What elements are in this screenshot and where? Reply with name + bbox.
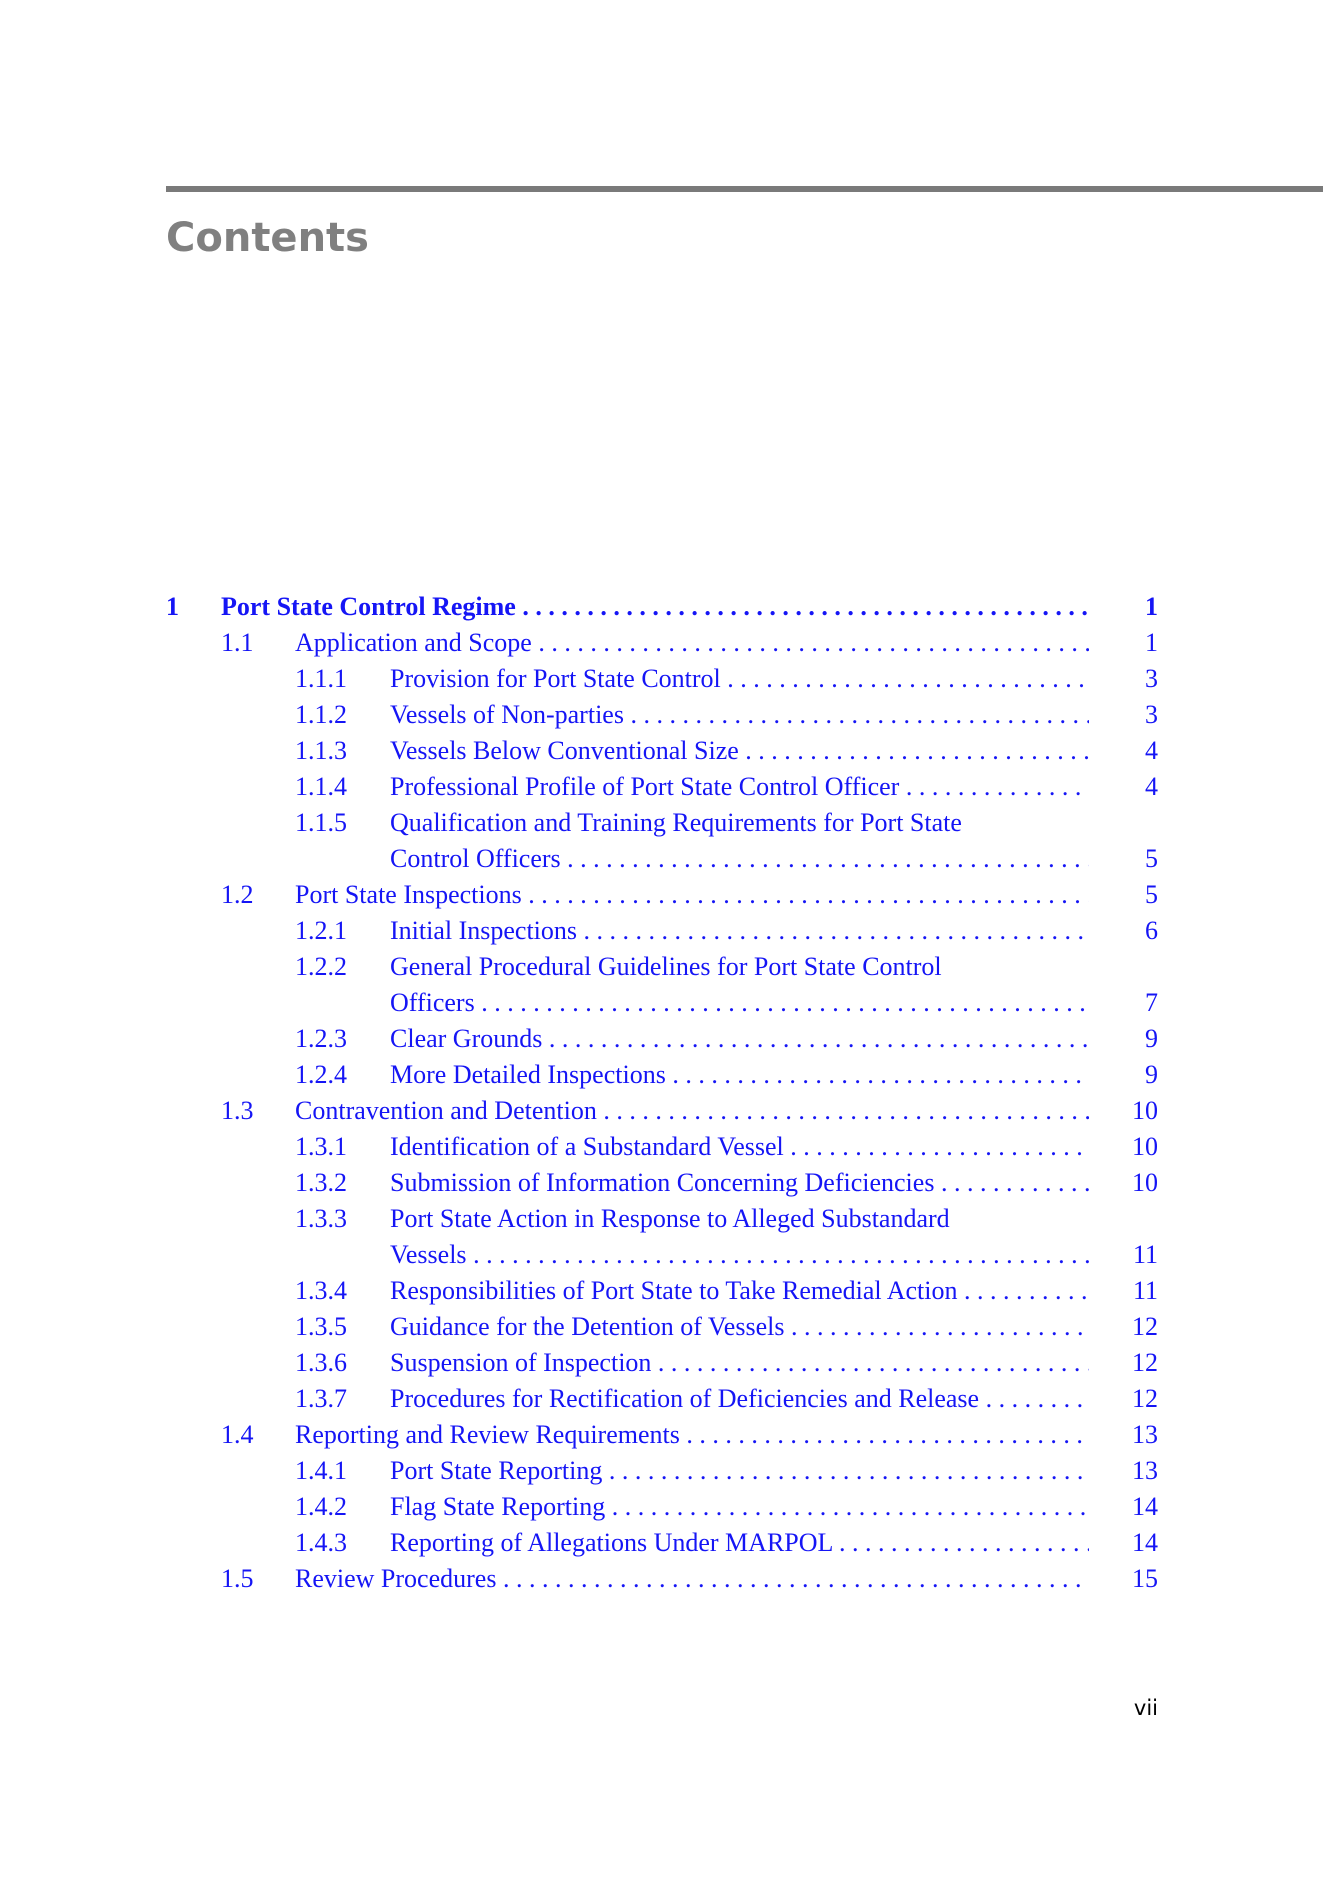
toc-entry-page-number: 12	[1132, 1348, 1158, 1377]
toc-entry-number: 1.2.2	[295, 952, 347, 981]
toc-entry-title: Officers . . .	[390, 985, 1089, 1021]
toc-entry-title: Vessels . . .	[390, 1237, 1089, 1273]
toc-entry-page-number: 10	[1132, 1096, 1158, 1125]
toc-entry-page-number: 9	[1145, 1024, 1158, 1053]
toc-entry[interactable]	[0, 877, 1323, 913]
toc-entry[interactable]	[0, 625, 1323, 661]
toc-entry-page-number: 12	[1132, 1384, 1158, 1413]
toc-entry[interactable]	[0, 1381, 1323, 1417]
toc-entry-number: 1.3.1	[295, 1132, 347, 1161]
toc-entry-title: Clear Grounds . . .	[390, 1021, 1089, 1057]
toc-entry-title: Guidance for the Detention of Vessels . . .	[390, 1309, 1089, 1345]
toc-entry[interactable]	[0, 733, 1323, 769]
toc-entry-page-number: 11	[1132, 1240, 1158, 1269]
toc-entry-page-number: 7	[1145, 988, 1158, 1017]
toc-entry-page-number: 5	[1145, 880, 1158, 909]
toc-entry-number: 1.2.3	[295, 1024, 347, 1053]
toc-entry-page-number: 10	[1132, 1132, 1158, 1161]
toc-entry-number: 1.3.7	[295, 1384, 347, 1413]
toc-entry-page-number: 12	[1132, 1312, 1158, 1341]
toc-entry-number: 1.1.3	[295, 736, 347, 765]
toc-entry[interactable]	[0, 661, 1323, 697]
toc-entry-page-number: 6	[1145, 916, 1158, 945]
toc-entry[interactable]	[0, 949, 1323, 1021]
toc-entry-title-line1: General Procedural Guidelines for Port State Control	[390, 952, 942, 981]
toc-entry[interactable]	[0, 1273, 1323, 1309]
toc-entry-number: 1.4.2	[295, 1492, 347, 1521]
table-of-contents	[0, 589, 1323, 1597]
toc-entry-page-number: 15	[1132, 1564, 1158, 1593]
toc-entry-number: 1.4	[221, 1420, 254, 1449]
toc-entry-title: Initial Inspections . . .	[390, 913, 1089, 949]
toc-entry[interactable]	[0, 1345, 1323, 1381]
toc-entry-page-number: 3	[1145, 700, 1158, 729]
toc-entry-number: 1.3.5	[295, 1312, 347, 1341]
toc-entry-page-number: 3	[1145, 664, 1158, 693]
toc-entry-page-number: 10	[1132, 1168, 1158, 1197]
toc-entry-page-number: 5	[1145, 844, 1158, 873]
toc-entry[interactable]	[0, 805, 1323, 877]
toc-entry-number: 1.4.1	[295, 1456, 347, 1485]
toc-entry-title: Procedures for Rectification of Deficiencies and Release . . .	[390, 1381, 1089, 1417]
toc-entry-number: 1.1	[221, 628, 254, 657]
toc-entry-title: Port State Inspections . . .	[295, 877, 1089, 913]
toc-entry-title: Application and Scope . . .	[295, 625, 1089, 661]
toc-entry[interactable]	[0, 1201, 1323, 1273]
toc-entry-page-number: 11	[1132, 1276, 1158, 1305]
toc-entry-title: Contravention and Detention . . .	[295, 1093, 1089, 1129]
top-rule	[166, 186, 1323, 192]
toc-entry-page-number: 14	[1132, 1492, 1158, 1521]
toc-entry-number: 1.4.3	[295, 1528, 347, 1557]
toc-entry-number: 1.1.1	[295, 664, 347, 693]
toc-entry-page-number: 13	[1132, 1456, 1158, 1485]
toc-entry-number: 1.3.3	[295, 1204, 347, 1233]
toc-entry-title: Professional Profile of Port State Control Officer . . .	[390, 769, 1089, 805]
toc-entry-title: Reporting and Review Requirements . . .	[295, 1417, 1089, 1453]
toc-entry-number: 1.1.2	[295, 700, 347, 729]
toc-entry[interactable]	[0, 1561, 1323, 1597]
toc-entry[interactable]	[0, 1057, 1323, 1093]
toc-entry-page-number: 4	[1145, 772, 1158, 801]
toc-entry[interactable]	[0, 769, 1323, 805]
toc-entry-title: Identification of a Substandard Vessel . . .	[390, 1129, 1089, 1165]
toc-entry-number: 1.1.4	[295, 772, 347, 801]
toc-entry[interactable]	[0, 589, 1323, 625]
toc-entry-number: 1.2.4	[295, 1060, 347, 1089]
toc-entry-page-number: 1	[1145, 592, 1158, 621]
toc-entry-title-line1: Port State Action in Response to Alleged Substandard	[390, 1204, 950, 1233]
toc-entry-page-number: 4	[1145, 736, 1158, 765]
toc-entry-page-number: 1	[1145, 628, 1158, 657]
toc-entry-page-number: 13	[1132, 1420, 1158, 1449]
toc-entry[interactable]	[0, 1165, 1323, 1201]
toc-entry[interactable]	[0, 1453, 1323, 1489]
toc-entry[interactable]	[0, 1417, 1323, 1453]
toc-entry[interactable]	[0, 1489, 1323, 1525]
toc-entry-title-line1: Qualification and Training Requirements for Port State	[390, 808, 962, 837]
toc-entry-page-number: 9	[1145, 1060, 1158, 1089]
toc-entry-title: Reporting of Allegations Under MARPOL . . .	[390, 1525, 1089, 1561]
toc-entry-title: Vessels Below Conventional Size . . .	[390, 733, 1089, 769]
toc-entry-title: Provision for Port State Control . . .	[390, 661, 1089, 697]
toc-entry-number: 1.1.5	[295, 808, 347, 837]
toc-entry[interactable]	[0, 1093, 1323, 1129]
toc-entry-number: 1.5	[221, 1564, 254, 1593]
toc-entry[interactable]	[0, 1129, 1323, 1165]
toc-entry[interactable]	[0, 1309, 1323, 1345]
toc-entry[interactable]	[0, 697, 1323, 733]
toc-entry-number: 1.2	[221, 880, 254, 909]
toc-entry-title: Port State Reporting . . .	[390, 1453, 1089, 1489]
toc-entry-title: Flag State Reporting . . .	[390, 1489, 1089, 1525]
toc-entry-title: More Detailed Inspections . . .	[390, 1057, 1089, 1093]
toc-entry-title: Control Officers . . .	[390, 841, 1089, 877]
toc-entry-title: Suspension of Inspection . . .	[390, 1345, 1089, 1381]
toc-entry-page-number: 14	[1132, 1528, 1158, 1557]
toc-entry-number: 1	[166, 592, 179, 621]
toc-entry[interactable]	[0, 913, 1323, 949]
toc-entry[interactable]	[0, 1021, 1323, 1057]
toc-entry-title: Responsibilities of Port State to Take Remedial Action . . .	[390, 1273, 1089, 1309]
toc-entry-number: 1.3	[221, 1096, 254, 1125]
toc-entry-number: 1.2.1	[295, 916, 347, 945]
toc-entry-number: 1.3.6	[295, 1348, 347, 1377]
toc-entry-title: Vessels of Non-parties . . .	[390, 697, 1089, 733]
toc-entry-title: Port State Control Regime . . .	[221, 589, 1089, 625]
toc-entry-title: Review Procedures . . .	[295, 1561, 1089, 1597]
page-folio: vii	[1133, 1696, 1158, 1720]
page-title: Contents	[166, 215, 369, 261]
toc-entry-number: 1.3.4	[295, 1276, 347, 1305]
toc-entry[interactable]	[0, 1525, 1323, 1561]
toc-entry-title: Submission of Information Concerning Deficiencies . . .	[390, 1165, 1089, 1201]
toc-entry-number: 1.3.2	[295, 1168, 347, 1197]
